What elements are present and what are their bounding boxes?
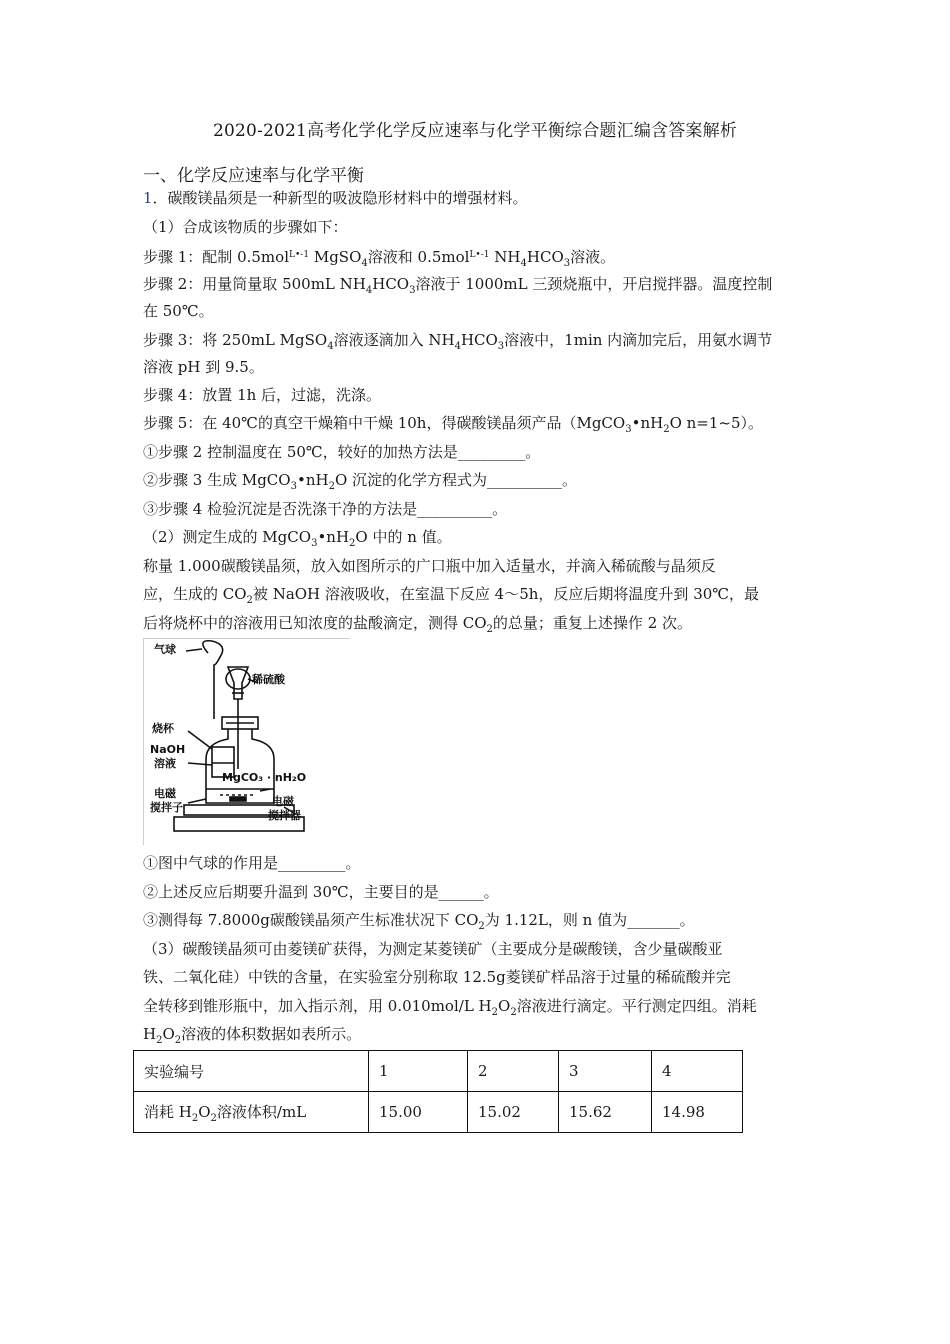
part-3-line-2: 铁、二氧化硅）中铁的含量，在实验室分别称取 12.5g菱镁矿样品溶于过量的稀硫酸并完 xyxy=(143,968,731,986)
label-stirrer-2: 搅拌器 xyxy=(268,809,301,822)
label-solution: 溶液 xyxy=(154,757,176,770)
data-table xyxy=(133,1050,743,1133)
label-acid: 稀硫酸 xyxy=(252,673,285,686)
table-cell: 消耗 $H_2O_2$溶液体积/mL xyxy=(134,1092,369,1133)
answer-blank[interactable]: _________ xyxy=(457,443,526,461)
label-stirbar-1: 电磁 xyxy=(154,787,176,800)
table-cell: 1 xyxy=(369,1051,468,1092)
label-crystal: MgCO₃ · nH₂O xyxy=(222,771,307,784)
apparatus-diagram xyxy=(144,639,350,845)
table-cell: 15.02 xyxy=(468,1092,559,1133)
answer-blank[interactable]: _______ xyxy=(627,911,680,929)
question-1-1: ①步骤 2 控制温度在 50℃，较好的加热方法是_________。 xyxy=(143,443,541,461)
balloon-shape xyxy=(203,641,223,671)
table-cell: 14.98 xyxy=(652,1092,743,1133)
table-row xyxy=(134,1092,743,1133)
part-3-line-3: 全转移到锥形瓶中，加入指示剂，用 0.010mol/L $H_2O_2$溶液进行滴定。平行测定四组。消耗 xyxy=(143,997,757,1018)
step-5: 步骤 5：在 40℃的真空干燥箱中干燥 10h，得碳酸镁晶须产品（$MgCO_3•nH_2O$ n=1~5）。 xyxy=(143,414,764,435)
question-1-3: ③步骤 4 检验沉淀是否洗涤干净的方法是__________。 xyxy=(143,500,508,518)
document-title: 2020-2021高考化学化学反应速率与化学平衡综合题汇编含答案解析 xyxy=(212,121,738,141)
section-heading: 一、化学反应速率与化学平衡 xyxy=(143,166,364,186)
question-1-intro: 1．碳酸镁晶须是一种新型的吸波隐形材料中的增强材料。 xyxy=(143,189,528,207)
apparatus-figure xyxy=(143,638,350,845)
part-3-line-1: （3）碳酸镁晶须可由菱镁矿获得，为测定某菱镁矿（主要成分是碳酸镁，含少量碳酸亚 xyxy=(143,940,723,958)
step-2-line-1: 步骤 2：用量筒量取 500mL $NH_4HCO_3$溶液于 1000mL 三颈烧瓶中，开启搅拌器。温度控制 xyxy=(143,275,773,296)
question-1-2: ②步骤 3 生成 $MgCO_3•nH_2O$ 沉淀的化学方程式为__________。 xyxy=(143,471,578,492)
bottle-shape xyxy=(206,729,274,803)
step-4: 步骤 4：放置 1h 后，过滤，洗涤。 xyxy=(143,386,382,404)
table-cell: 15.62 xyxy=(559,1092,652,1133)
answer-blank[interactable]: __________ xyxy=(487,471,563,489)
answer-blank[interactable]: _________ xyxy=(278,854,346,872)
question-2-3: ③测得每 7.8000g碳酸镁晶须产生标准状况下 $CO_2$为 1.12L，则 n 值为_______。 xyxy=(143,911,695,932)
part-2-line-1: 称量 1.000碳酸镁晶须，放入如图所示的广口瓶中加入适量水，并滴入稀硫酸与晶须反 xyxy=(143,557,716,575)
label-beaker: 烧杯 xyxy=(152,722,174,735)
step-1: 步骤 1：配制 0.5mol$^{L•-1}$ MgSO$_4$溶液和 0.5mol$^{L•-1}$ $NH_4HCO_3$溶液。 xyxy=(143,248,616,269)
part-2-heading: （2）测定生成的 $MgCO_3•nH_2O$ 中的 n 值。 xyxy=(143,528,452,549)
label-stirbar-2: 搅拌子 xyxy=(150,801,183,814)
answer-blank[interactable]: ______ xyxy=(438,883,484,901)
label-naoh: NaOH xyxy=(150,743,186,756)
part-1-heading: （1）合成该物质的步骤如下： xyxy=(143,218,348,236)
question-2-2: ②上述反应后期要升温到 30℃，主要目的是______。 xyxy=(143,883,499,901)
table-cell: 4 xyxy=(652,1051,743,1092)
table-cell: 2 xyxy=(468,1051,559,1092)
table-cell: 3 xyxy=(559,1051,652,1092)
answer-blank[interactable]: __________ xyxy=(417,500,493,518)
part-3-line-4: $H_2O_2$溶液的体积数据如表所示。 xyxy=(143,1025,362,1046)
step-3-line-2: 溶液 pH 到 9.5。 xyxy=(143,358,264,376)
part-2-line-3: 后将烧杯中的溶液用已知浓度的盐酸滴定，测得 $CO_2$的总量；重复上述操作 2 次。 xyxy=(143,614,693,635)
label-balloon: 气球 xyxy=(154,643,176,656)
question-2-1: ①图中气球的作用是_________。 xyxy=(143,854,361,872)
step-3-line-1: 步骤 3：将 250mL MgSO$_4$溶液逐滴加入 $NH_4HCO_3$溶液中，1min 内滴加完后，用氨水调节 xyxy=(143,331,773,352)
table-header-row xyxy=(134,1051,743,1092)
part-2-line-2: 应，生成的 $CO_2$被 NaOH 溶液吸收，在室温下反应 4～5h，反应后期将温度升到 30℃，最 xyxy=(143,585,760,606)
table-cell: 15.00 xyxy=(369,1092,468,1133)
label-stirrer-1: 电磁 xyxy=(272,795,294,808)
step-2-line-2: 在 50℃。 xyxy=(143,302,214,320)
table-cell: 实验编号 xyxy=(134,1051,369,1092)
